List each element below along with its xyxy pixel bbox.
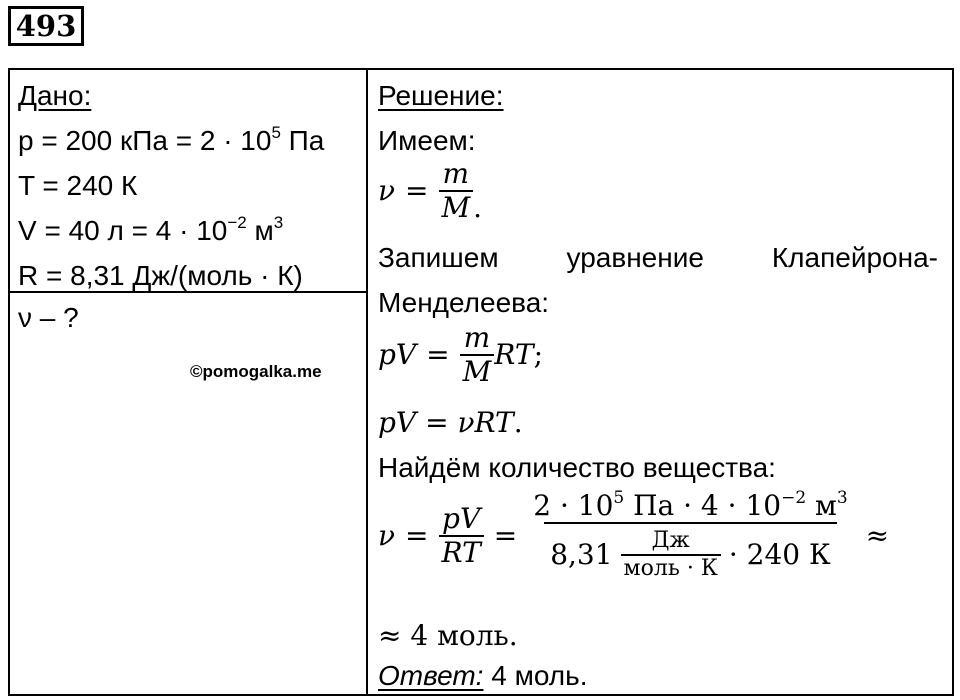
- have-label: Имеем:: [378, 125, 476, 156]
- given-line-temperature: T = 240 К: [18, 170, 138, 201]
- formula-calculation: ν = $\frac{pV}{RT}$ = $2 \cdot 10^5$ Па · $4 \cdot 10^{-2}$ $м^3$ 8,31 $\frac{Дж}{\text{моль · К}}$ · 240 К ≈: [378, 488, 890, 581]
- watermark: ©pomogalka.me: [190, 362, 322, 381]
- solution-header: Решение:: [378, 80, 504, 111]
- solution-table: [8, 68, 954, 696]
- fraction-numeric: [527, 490, 853, 582]
- fraction-m-over-M: $\frac{m}{M}$: [439, 158, 474, 224]
- clapeyron-sentence: Запишем уравнение Клапейрона-: [378, 242, 938, 273]
- approx-result: ≈ 4 моль.: [378, 619, 518, 652]
- answer-line: Ответ: 4 моль.: [378, 660, 588, 691]
- unit-fraction: $\frac{Дж}{\text{моль · К}}$: [621, 528, 721, 582]
- find-amount-sentence: Найдём количество вещества:: [378, 452, 776, 483]
- given-line-volume: V = 40 $л = 4 \cdot 10^{-2}$ $м^3$: [18, 213, 284, 246]
- column-divider: [366, 70, 368, 694]
- given-line-gas-constant: R = 8,31 Дж/(моль · К): [18, 260, 303, 291]
- fraction-m-over-M-2: $\frac{m}{M}$: [460, 322, 495, 388]
- formula-nu-m-over-M: ν = $\frac{m}{M}$ .: [378, 157, 483, 224]
- numeric-denominator: 8,31 $\frac{Дж}{\text{моль · К}}$ · 240 К: [544, 522, 837, 582]
- fraction-pv-over-rt: $\frac{pV}{RT}$: [439, 503, 484, 569]
- formula-pv-m-over-M-rt: pV = $\frac{m}{M}$ RT ;: [378, 321, 543, 388]
- find-line: ν – ?: [18, 302, 79, 333]
- problem-number: 493: [8, 6, 84, 46]
- mendeleev-word: Менделеева:: [378, 287, 550, 318]
- numeric-numerator: $2 \cdot 10^5$ Па · $4 \cdot 10^{-2}$ $м^3$: [533, 488, 848, 522]
- formula-pv-nurt: pV = νRT.: [378, 406, 523, 439]
- given-line-pressure: p = 200 кПа = $2 \cdot 10^5$ Па: [18, 123, 325, 156]
- given-header: Дано:: [18, 80, 92, 111]
